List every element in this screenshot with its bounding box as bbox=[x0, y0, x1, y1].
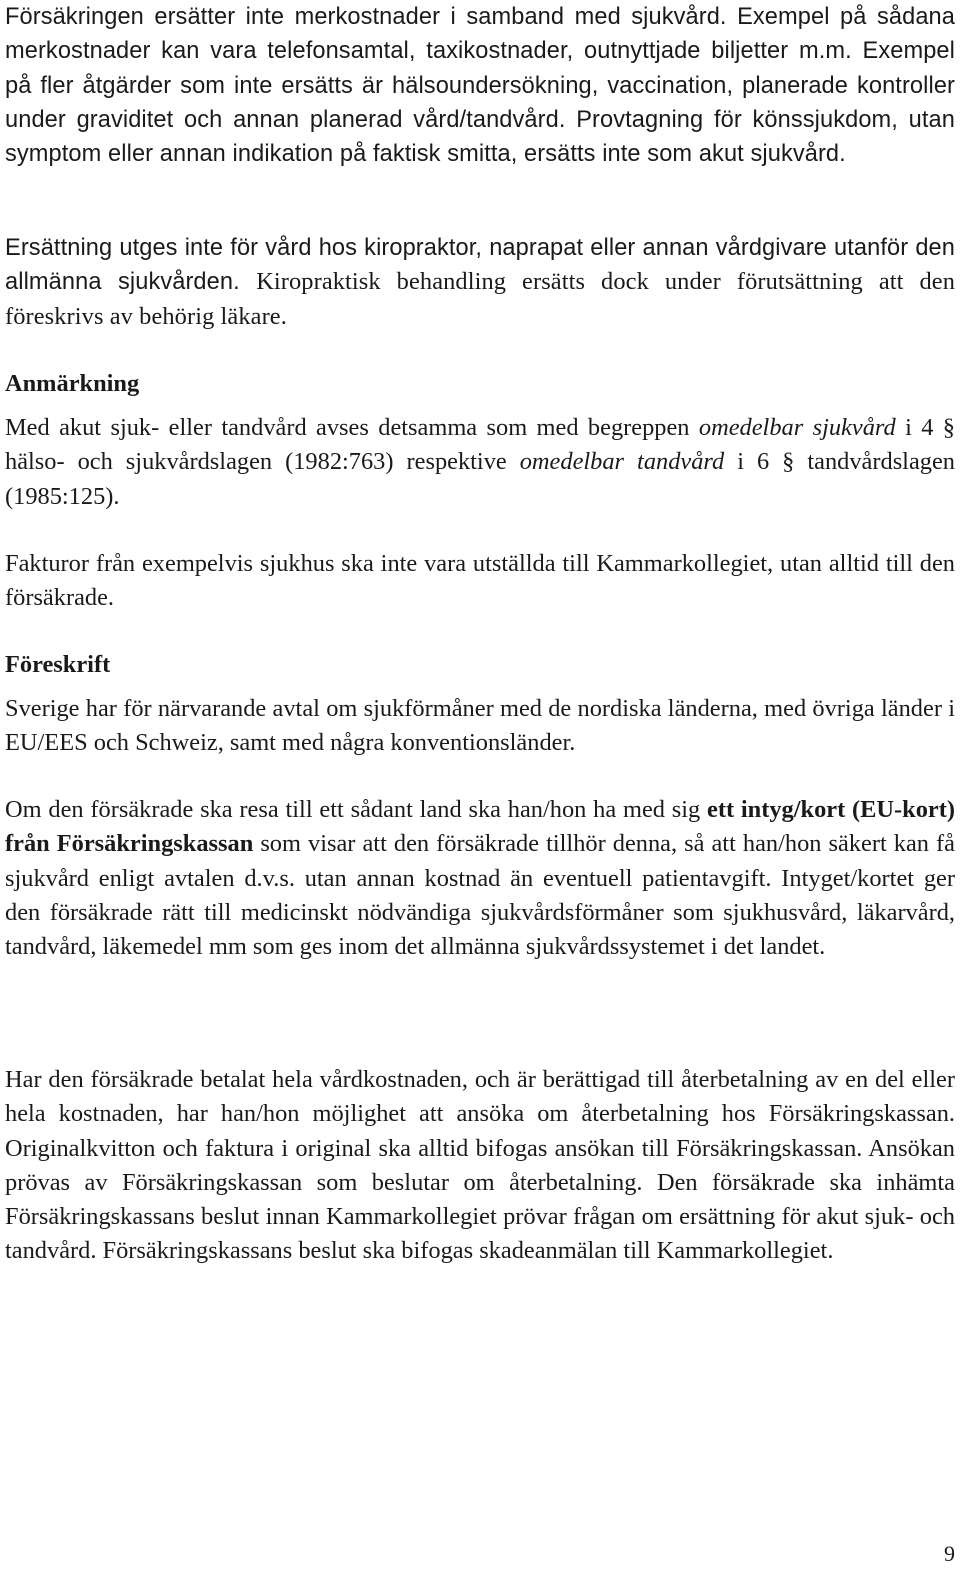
eu-kort-bold: ett intyg/kort (EU-kort) från Försäkringskassan bbox=[5, 796, 955, 858]
heading-anmarkning: Anmärkning bbox=[5, 370, 140, 397]
page-number: 9 bbox=[944, 1541, 955, 1566]
paragraph-fakturor: Fakturor från exempelvis sjukhus ska inte vara utställda till Kammarkollegiet, utan alltid till den försäkrade. bbox=[5, 550, 955, 612]
paragraph-aterbetalning: Har den försäkrade betalat hela vårdkostnaden, och är berättigad till återbetalning av en del eller hela kostnaden, har han/hon möjlighet att ansöka om återbetalning hos Försäkringskassan. Originalkvitton och faktura i original ska alltid bifogas ansökan till Försäkringskassan. Ansökan prövas av Försäkringskassan som beslutar om återbetalning. Den försäkrade ska inhämta Försäkringskassans beslut innan Kammarkollegiet prövar frågan om ersättning för akut sjuk- och tandvård. Försäkringskassans beslut ska bifogas skadeanmälan till Kammarkollegiet. bbox=[5, 1066, 955, 1265]
paragraph-akut-sjukvard-definition bbox=[5, 411, 955, 514]
eu-kort-text-2: som visar att den försäkrade tillhör denna, så att han/hon säkert kan få sjukvård enligt avtalen d.v.s. utan annan kostnad än eventuell patientavgift. Intyget/kortet ger den försäkrade rätt till medicinskt nödvändiga sjukvårdsförmåner som sjukhusvård, läkarvård, tandvård, läkemedel mm som ges inom det allmänna sjukvårdssystemet i det landet. bbox=[5, 830, 955, 961]
heading-foreskrift: Föreskrift bbox=[5, 651, 111, 678]
akut-text-2: i 4 § hälso- och sjukvårdslagen (1982:763) respektive bbox=[5, 414, 955, 476]
paragraph-eu-kort bbox=[5, 793, 955, 964]
akut-italic-omedelbar-tandvard: omedelbar tandvård bbox=[519, 448, 725, 476]
eu-kort-text-1: Om den försäkrade ska resa till ett sådant land ska han/hon ha med sig bbox=[5, 796, 708, 823]
paragraph-ersattning-text: Ersättning utges inte för vård hos kiropraktor, naprapat eller annan vårdgivare utanför den allmänna sjukvården. bbox=[5, 235, 955, 296]
akut-text-3: i 6 § tandvårdslagen (1985:125). bbox=[5, 448, 956, 510]
paragraph-merkostnader: Försäkringen ersätter inte merkostnader i samband med sjukvård. Exempel på sådana merkostnader kan vara telefonsamtal, taxikostnader, outnyttjade biljetter m.m. Exempel på fler åtgärder som inte ersätts är hälsoundersökning, vaccination, planerade kontroller under graviditet och annan planerad vård/tandvård. Provtagning för könssjukdom, utan symptom eller annan indikation på faktisk smitta, ersätts inte som akut sjukvård. bbox=[5, 4, 955, 168]
akut-text-1: Med akut sjuk- eller tandvård avses detsamma som med begreppen bbox=[5, 414, 699, 441]
akut-italic-omedelbar-sjukvard: omedelbar sjukvård bbox=[698, 414, 896, 441]
paragraph-kiropraktisk-text: Kiropraktisk behandling ersätts dock under förutsättning att den föreskrivs av behörig läkare. bbox=[5, 268, 955, 330]
paragraph-sverige-avtal: Sverige har för närvarande avtal om sjukförmåner med de nordiska länderna, med övriga länder i EU/EES och Schweiz, samt med några konventionsländer. bbox=[5, 695, 955, 757]
paragraph-ersattning-kiropraktor bbox=[5, 231, 955, 334]
